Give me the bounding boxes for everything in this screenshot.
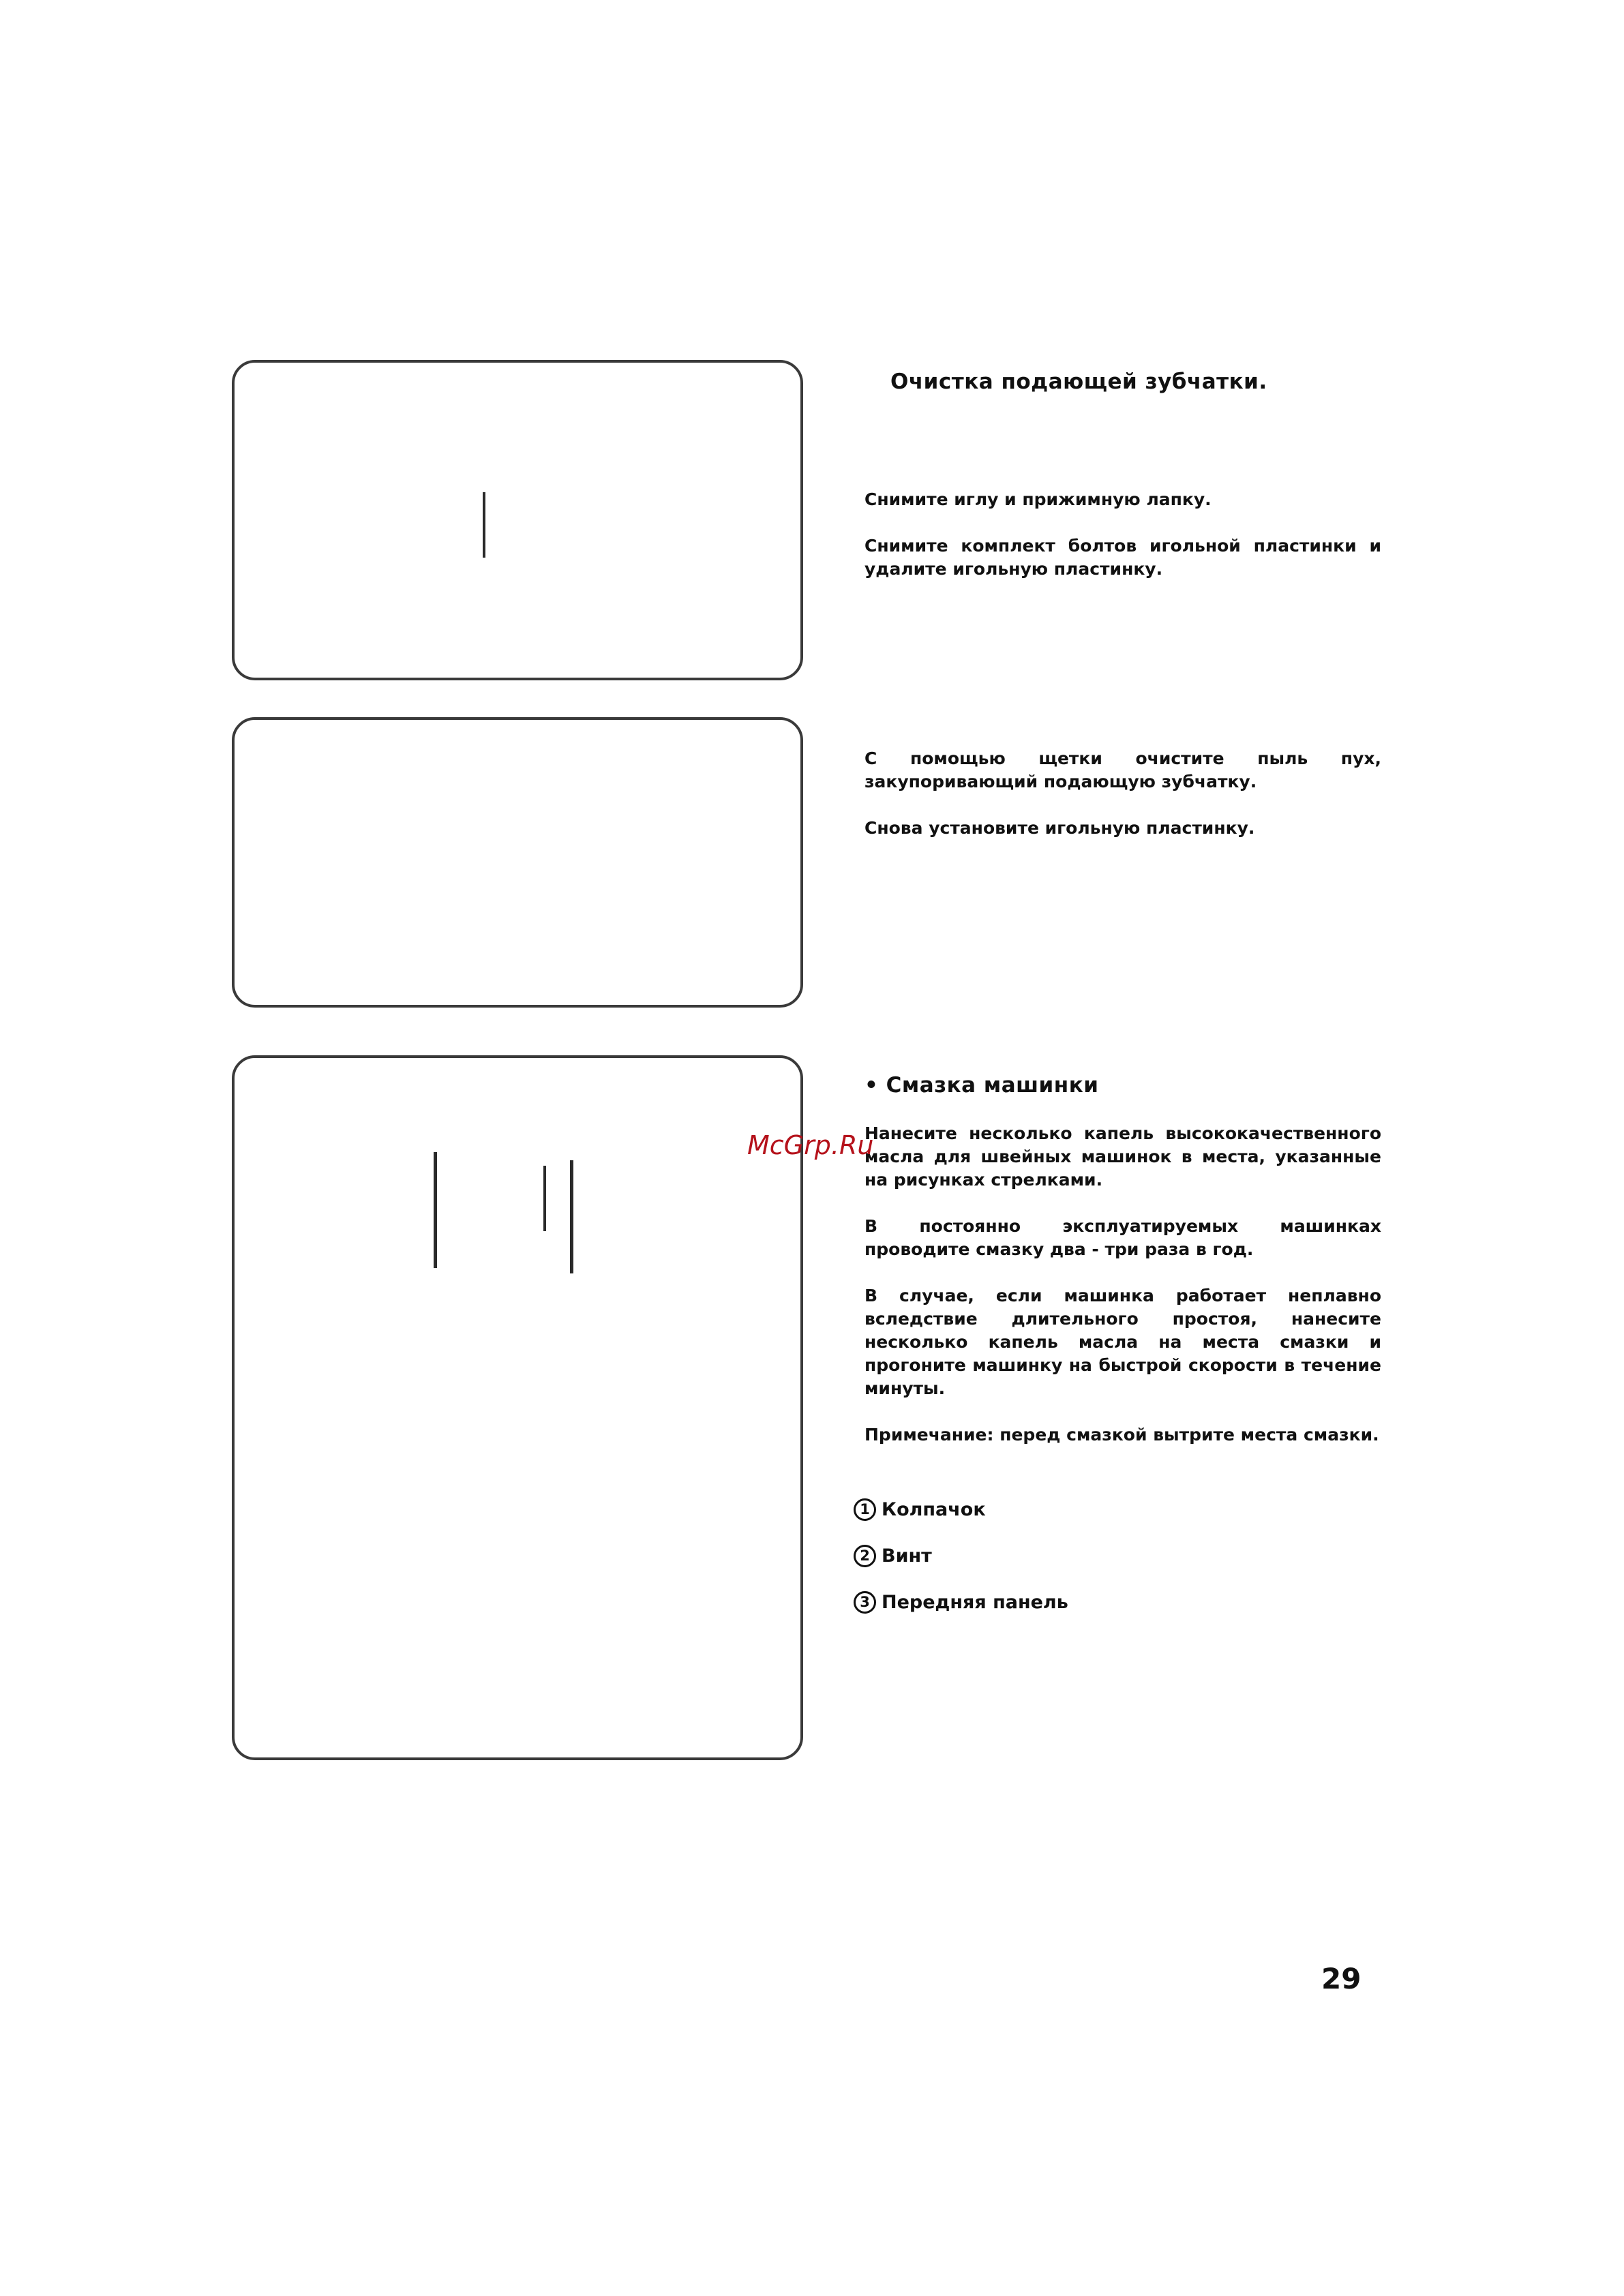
lubrication-text [864, 1122, 1381, 1470]
circled-number-icon: 3 [854, 1591, 876, 1614]
illustration-stroke-right [570, 1160, 573, 1273]
cleaning-step-2 [864, 747, 1381, 863]
section-title-cleaning: Очистка подающей зубчатки. [890, 369, 1267, 394]
paragraph: Снимите иглу и прижимную лапку. [864, 489, 1212, 509]
legend-item [854, 1486, 1194, 1532]
illustration-frame-needle-removal [232, 360, 803, 680]
illustration-needle-mark [483, 492, 485, 558]
legend-item [854, 1532, 1194, 1579]
illustration-stroke-middle [543, 1166, 546, 1231]
paragraph: В постоянно эксплуатируемых машинках проводите смазку два - три раза в год. [864, 1216, 1381, 1259]
legend-label: Винт [882, 1545, 932, 1567]
watermark: McGrp.Ru [747, 1130, 874, 1160]
paragraph: В случае, если машинка работает неплавно вследствие длительного простоя, нанесите несколько капель масла на места смазки и прогоните машинку на быстрой скорости в течение минуты. [864, 1286, 1381, 1398]
legend-label: Колпачок [882, 1498, 986, 1520]
note-paragraph: Примечание: перед смазкой вытрите места смазки. [864, 1425, 1379, 1445]
section-title-lubrication: • Смазка машинки [864, 1073, 1099, 1098]
circled-number-icon: 1 [854, 1498, 876, 1521]
illustration-stroke-left [434, 1152, 437, 1268]
legend-label: Передняя панель [882, 1591, 1068, 1613]
paragraph: С помощью щетки очистите пыль пух, закупоривающий подающую зубчатку. [864, 749, 1381, 791]
legend-item [854, 1579, 1194, 1625]
circled-number-icon: 2 [854, 1545, 876, 1567]
paragraph: Нанесите несколько капель высококачественного масла для швейных машинок в места, указанные на рисунках стрелками. [864, 1123, 1381, 1190]
paragraph: Снимите комплект болтов игольной пластинки и удалите игольную пластинку. [864, 536, 1381, 579]
paragraph: Снова установите игольную пластинку. [864, 818, 1255, 838]
page-number: 29 [1321, 1962, 1362, 1995]
parts-legend [854, 1486, 1194, 1625]
illustration-frame-brush-cleaning [232, 717, 803, 1008]
cleaning-step-1 [864, 488, 1381, 604]
illustration-frame-lubrication-points [232, 1055, 803, 1760]
